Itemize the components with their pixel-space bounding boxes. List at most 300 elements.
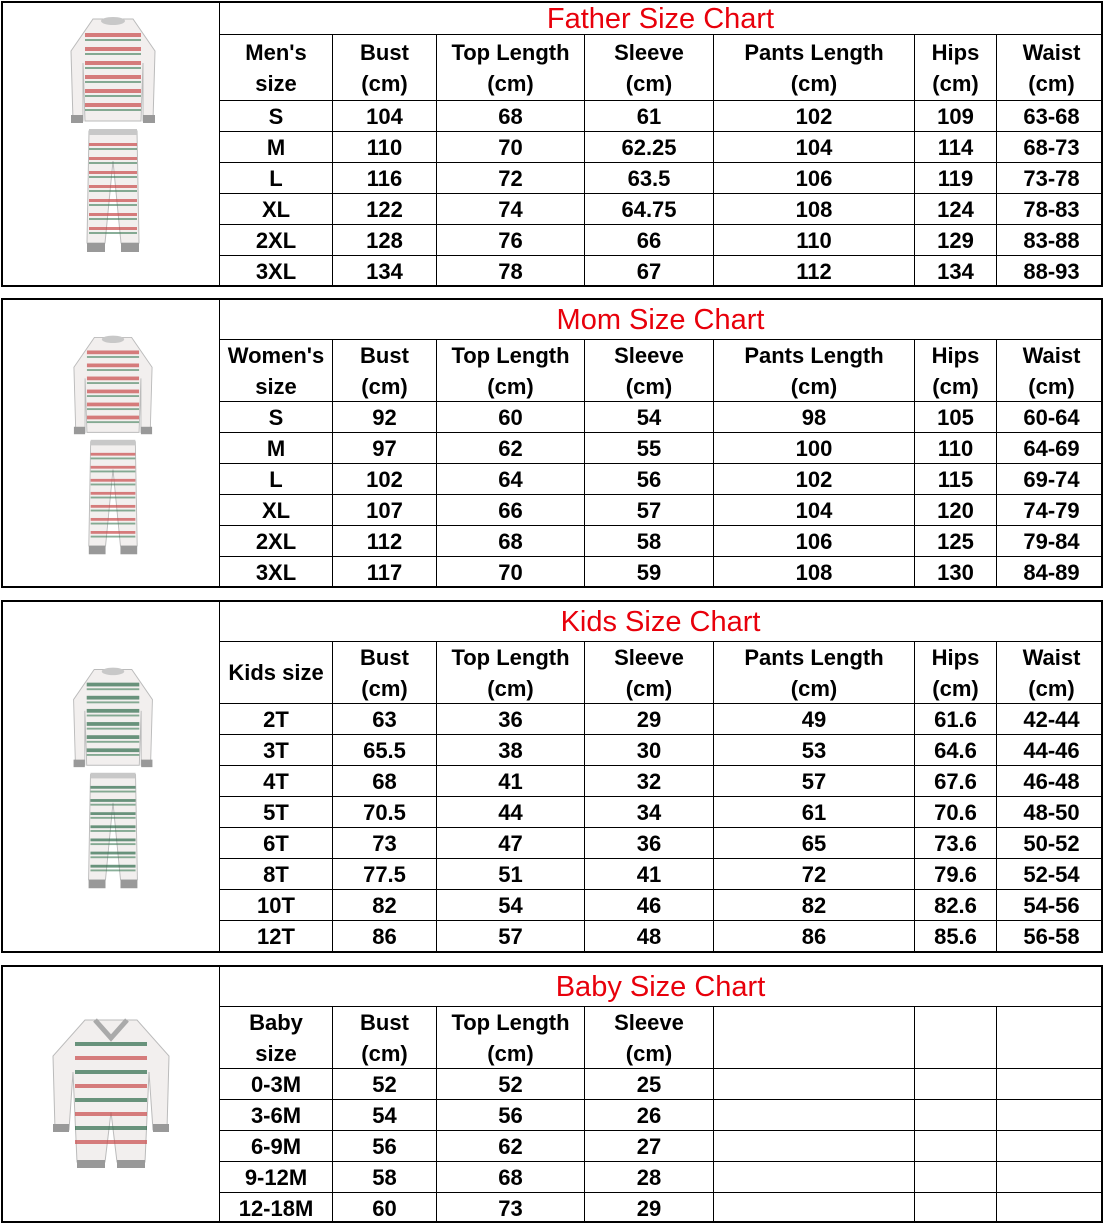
size-label-cell: M: [266, 435, 286, 461]
column-header: [713, 35, 914, 100]
measurement-cell: 82: [713, 890, 914, 920]
measurement-cell: 38: [436, 735, 584, 765]
measurement-cell: 129: [914, 225, 996, 255]
table-row: [220, 1162, 1101, 1193]
column-header-text: (cm): [932, 70, 979, 96]
size-label-cell: 3-6M: [250, 1102, 302, 1128]
column-header-text: Waist: [1022, 342, 1081, 368]
size-table: [220, 3, 1101, 285]
measurement-cell: 30: [584, 735, 713, 765]
size-label-cell: 3XL: [255, 258, 297, 284]
measurement-cell: [996, 1131, 1105, 1161]
measurement-cell: 42-44: [996, 704, 1105, 734]
chart-title: Kids Size Chart: [220, 602, 1101, 642]
column-header: [220, 642, 332, 703]
column-header-text: Sleeve: [614, 342, 684, 368]
column-header-text: (cm): [361, 675, 408, 701]
measurement-cell: 61.6: [914, 704, 996, 734]
measurement-cell: 36: [584, 828, 713, 858]
column-header: [914, 35, 996, 100]
column-header-text: size: [255, 70, 297, 96]
measurement-cell: 85.6: [914, 921, 996, 951]
column-header-text: (cm): [1028, 675, 1075, 701]
measurement-cell: 112: [713, 256, 914, 286]
column-header: [220, 340, 332, 401]
column-header-text: (cm): [487, 675, 534, 701]
measurement-cell: 107: [332, 495, 436, 525]
measurement-cell: 68: [436, 101, 584, 131]
measurement-cell: 109: [914, 101, 996, 131]
column-header-text: Bust: [360, 39, 409, 65]
column-header-text: (cm): [625, 675, 673, 701]
measurement-cell: 29: [584, 1193, 713, 1223]
size-chart-block: [1, 600, 1103, 953]
measurement-cell: 52: [332, 1069, 436, 1099]
measurement-cell: 57: [436, 921, 584, 951]
measurement-cell: 134: [332, 256, 436, 286]
size-label-cell: 3T: [263, 737, 289, 763]
table-header-row: [220, 1007, 1101, 1069]
product-image-cell: [3, 967, 220, 1221]
measurement-cell: 59: [584, 557, 713, 587]
column-header-text: Bust: [360, 644, 409, 670]
measurement-cell: 67: [584, 256, 713, 286]
product-image-cell: [3, 602, 220, 951]
size-label-cell: 3XL: [255, 559, 297, 585]
column-header-text: (cm): [487, 1040, 534, 1066]
measurement-cell: 82.6: [914, 890, 996, 920]
measurement-cell: 86: [713, 921, 914, 951]
measurement-cell: 76: [436, 225, 584, 255]
measurement-cell: 110: [332, 132, 436, 162]
table-row: [220, 194, 1101, 225]
measurement-cell: 73: [436, 1193, 584, 1223]
measurement-cell: 44-46: [996, 735, 1105, 765]
size-label-cell: 2XL: [255, 528, 297, 554]
measurement-cell: 100: [713, 433, 914, 463]
column-header: [713, 1007, 914, 1068]
size-label-cell: 4T: [263, 768, 289, 794]
measurement-cell: 106: [713, 526, 914, 556]
column-header: [584, 1007, 713, 1068]
measurement-cell: [713, 1131, 914, 1161]
measurement-cell: 105: [914, 402, 996, 432]
measurement-cell: 102: [713, 101, 914, 131]
measurement-cell: 68: [436, 526, 584, 556]
column-header-text: Women's: [227, 342, 325, 368]
measurement-cell: 66: [584, 225, 713, 255]
table-row: [220, 256, 1101, 286]
measurement-cell: [914, 1131, 996, 1161]
measurement-cell: 60: [436, 402, 584, 432]
size-label-cell: L: [269, 466, 283, 492]
table-row: [220, 495, 1101, 526]
size-label-cell: 2T: [263, 706, 289, 732]
measurement-cell: [713, 1193, 914, 1223]
measurement-cell: 78-83: [996, 194, 1105, 224]
measurement-cell: [996, 1069, 1105, 1099]
column-header-text: (cm): [790, 675, 838, 701]
table-row: [220, 132, 1101, 163]
column-header-text: Men's: [245, 39, 307, 65]
measurement-cell: 124: [914, 194, 996, 224]
measurement-cell: 84-89: [996, 557, 1105, 587]
measurement-cell: 64-69: [996, 433, 1105, 463]
measurement-cell: 73.6: [914, 828, 996, 858]
measurement-cell: 52: [436, 1069, 584, 1099]
measurement-cell: 70.5: [332, 797, 436, 827]
column-header: [584, 35, 713, 100]
measurement-cell: 69-74: [996, 464, 1105, 494]
measurement-cell: 70: [436, 132, 584, 162]
measurement-cell: 61: [584, 101, 713, 131]
pajama-set-icon: [65, 330, 161, 558]
size-chart-block: [1, 298, 1103, 588]
measurement-cell: 51: [436, 859, 584, 889]
table-header-row: [220, 642, 1101, 704]
table-row: [220, 1193, 1101, 1223]
measurement-cell: 34: [584, 797, 713, 827]
measurement-cell: [996, 1162, 1105, 1192]
measurement-cell: 64.75: [584, 194, 713, 224]
measurement-cell: [713, 1162, 914, 1192]
size-table: [220, 300, 1101, 586]
pajama-set-icon: [63, 11, 163, 256]
table-row: [220, 704, 1101, 735]
measurement-cell: 106: [713, 163, 914, 193]
column-header: [914, 340, 996, 401]
table-header-row: [220, 35, 1101, 101]
measurement-cell: 88-93: [996, 256, 1105, 286]
measurement-cell: 72: [436, 163, 584, 193]
measurement-cell: 41: [584, 859, 713, 889]
column-header-text: (cm): [487, 373, 534, 399]
measurement-cell: 26: [584, 1100, 713, 1130]
column-header: [436, 1007, 584, 1068]
product-image-cell: [3, 3, 220, 285]
measurement-cell: 54: [332, 1100, 436, 1130]
measurement-cell: 112: [332, 526, 436, 556]
measurement-cell: [914, 1069, 996, 1099]
measurement-cell: 130: [914, 557, 996, 587]
table-row: [220, 766, 1101, 797]
measurement-cell: 115: [914, 464, 996, 494]
column-header-text: Top Length: [451, 39, 570, 65]
measurement-cell: 70: [436, 557, 584, 587]
measurement-cell: 122: [332, 194, 436, 224]
measurement-cell: 77.5: [332, 859, 436, 889]
column-header: [713, 642, 914, 703]
column-header-text: Waist: [1022, 644, 1081, 670]
size-label-cell: M: [266, 134, 286, 160]
column-header-text: Hips: [931, 342, 980, 368]
table-row: [220, 1069, 1101, 1100]
column-header-text: Baby: [249, 1009, 303, 1035]
measurement-cell: 41: [436, 766, 584, 796]
measurement-cell: 63-68: [996, 101, 1105, 131]
size-label-cell: XL: [261, 497, 291, 523]
measurement-cell: 64.6: [914, 735, 996, 765]
measurement-cell: 102: [713, 464, 914, 494]
measurement-cell: 28: [584, 1162, 713, 1192]
measurement-cell: 68-73: [996, 132, 1105, 162]
measurement-cell: 79-84: [996, 526, 1105, 556]
column-header-text: (cm): [625, 1040, 673, 1066]
table-row: [220, 433, 1101, 464]
measurement-cell: 110: [713, 225, 914, 255]
table-row: [220, 526, 1101, 557]
measurement-cell: 104: [713, 495, 914, 525]
measurement-cell: 46-48: [996, 766, 1105, 796]
table-row: [220, 557, 1101, 587]
measurement-cell: 32: [584, 766, 713, 796]
measurement-cell: 83-88: [996, 225, 1105, 255]
measurement-cell: 66: [436, 495, 584, 525]
size-table: [220, 967, 1101, 1221]
measurement-cell: 108: [713, 194, 914, 224]
measurement-cell: 78: [436, 256, 584, 286]
column-header-text: size: [255, 373, 297, 399]
measurement-cell: 60-64: [996, 402, 1105, 432]
column-header: [332, 642, 436, 703]
column-header-text: (cm): [361, 1040, 408, 1066]
measurement-cell: 70.6: [914, 797, 996, 827]
measurement-cell: 58: [584, 526, 713, 556]
measurement-cell: 79.6: [914, 859, 996, 889]
table-row: [220, 735, 1101, 766]
table-header-row: [220, 340, 1101, 402]
measurement-cell: [713, 1100, 914, 1130]
measurement-cell: 57: [584, 495, 713, 525]
column-header-text: (cm): [361, 373, 408, 399]
measurement-cell: 48-50: [996, 797, 1105, 827]
measurement-cell: 74: [436, 194, 584, 224]
measurement-cell: 56: [584, 464, 713, 494]
baby-romper-icon: [45, 1012, 177, 1172]
column-header: [996, 1007, 1105, 1068]
column-header-text: Sleeve: [614, 1009, 684, 1035]
column-header: [436, 642, 584, 703]
measurement-cell: 48: [584, 921, 713, 951]
measurement-cell: 67.6: [914, 766, 996, 796]
pajama-set-icon: [55, 662, 171, 892]
column-header-text: Pants Length: [744, 39, 884, 65]
table-row: [220, 225, 1101, 256]
table-row: [220, 163, 1101, 194]
measurement-cell: 27: [584, 1131, 713, 1161]
measurement-cell: 125: [914, 526, 996, 556]
measurement-cell: 60: [332, 1193, 436, 1223]
column-header: [584, 642, 713, 703]
measurement-cell: 61: [713, 797, 914, 827]
column-header-text: Top Length: [451, 1009, 570, 1035]
measurement-cell: 104: [332, 101, 436, 131]
measurement-cell: 25: [584, 1069, 713, 1099]
measurement-cell: [996, 1100, 1105, 1130]
column-header-text: size: [255, 1040, 297, 1066]
measurement-cell: 63.5: [584, 163, 713, 193]
column-header: [584, 340, 713, 401]
column-header-text: (cm): [361, 70, 408, 96]
measurement-cell: 120: [914, 495, 996, 525]
measurement-cell: 72: [713, 859, 914, 889]
column-header-text: Top Length: [451, 644, 570, 670]
measurement-cell: 44: [436, 797, 584, 827]
measurement-cell: 53: [713, 735, 914, 765]
table-row: [220, 859, 1101, 890]
size-label-cell: 10T: [257, 892, 295, 918]
size-chart-block: [1, 1, 1103, 287]
column-header-text: (cm): [1028, 373, 1075, 399]
size-label-cell: 12T: [257, 923, 295, 949]
column-header: [332, 340, 436, 401]
size-label-cell: 5T: [263, 799, 289, 825]
measurement-cell: 128: [332, 225, 436, 255]
measurement-cell: 57: [713, 766, 914, 796]
measurement-cell: 74-79: [996, 495, 1105, 525]
column-header-text: Sleeve: [614, 39, 684, 65]
table-row: [220, 828, 1101, 859]
chart-title: Father Size Chart: [220, 3, 1101, 35]
column-header-text: Sleeve: [614, 644, 684, 670]
measurement-cell: 82: [332, 890, 436, 920]
column-header: [436, 35, 584, 100]
measurement-cell: 119: [914, 163, 996, 193]
measurement-cell: 56: [332, 1131, 436, 1161]
measurement-cell: 54-56: [996, 890, 1105, 920]
measurement-cell: 98: [713, 402, 914, 432]
measurement-cell: 46: [584, 890, 713, 920]
measurement-cell: [713, 1069, 914, 1099]
column-header: [996, 340, 1105, 401]
measurement-cell: 50-52: [996, 828, 1105, 858]
measurement-cell: 102: [332, 464, 436, 494]
chart-title: Baby Size Chart: [220, 967, 1101, 1007]
measurement-cell: 36: [436, 704, 584, 734]
size-label-cell: S: [268, 404, 284, 430]
column-header-text: Top Length: [451, 342, 570, 368]
measurement-cell: 56-58: [996, 921, 1105, 951]
table-row: [220, 890, 1101, 921]
column-header-text: (cm): [932, 675, 979, 701]
measurement-cell: 92: [332, 402, 436, 432]
column-header: [713, 340, 914, 401]
measurement-cell: 73-78: [996, 163, 1105, 193]
table-row: [220, 1131, 1101, 1162]
measurement-cell: 62: [436, 433, 584, 463]
measurement-cell: 97: [332, 433, 436, 463]
measurement-cell: 134: [914, 256, 996, 286]
measurement-cell: [914, 1162, 996, 1192]
measurement-cell: 114: [914, 132, 996, 162]
column-header: [996, 642, 1105, 703]
measurement-cell: 110: [914, 433, 996, 463]
measurement-cell: 104: [713, 132, 914, 162]
measurement-cell: 62.25: [584, 132, 713, 162]
column-header-text: Bust: [360, 1009, 409, 1035]
column-header-text: (cm): [625, 70, 673, 96]
column-header: [914, 1007, 996, 1068]
measurement-cell: [914, 1100, 996, 1130]
size-label-cell: S: [268, 103, 284, 129]
column-header: [996, 35, 1105, 100]
table-row: [220, 402, 1101, 433]
size-label-cell: L: [269, 165, 283, 191]
column-header-text: Bust: [360, 342, 409, 368]
size-chart-block: [1, 965, 1103, 1223]
measurement-cell: 62: [436, 1131, 584, 1161]
measurement-cell: 47: [436, 828, 584, 858]
size-label-cell: XL: [261, 196, 291, 222]
measurement-cell: 63: [332, 704, 436, 734]
measurement-cell: 52-54: [996, 859, 1105, 889]
size-label-cell: 9-12M: [244, 1164, 308, 1190]
measurement-cell: 73: [332, 828, 436, 858]
column-header-text: (cm): [932, 373, 979, 399]
table-row: [220, 797, 1101, 828]
column-header-text: (cm): [625, 373, 673, 399]
column-header: [332, 1007, 436, 1068]
measurement-cell: 116: [332, 163, 436, 193]
column-header: [220, 1007, 332, 1068]
measurement-cell: 65: [713, 828, 914, 858]
column-header-text: Hips: [931, 39, 980, 65]
measurement-cell: 65.5: [332, 735, 436, 765]
size-label-cell: 6-9M: [250, 1133, 302, 1159]
size-label-cell: 12-18M: [238, 1195, 314, 1221]
measurement-cell: 54: [436, 890, 584, 920]
chart-title: Mom Size Chart: [220, 300, 1101, 340]
table-row: [220, 464, 1101, 495]
measurement-cell: 54: [584, 402, 713, 432]
table-row: [220, 1100, 1101, 1131]
column-header-text: (cm): [1028, 70, 1075, 96]
column-header: [914, 642, 996, 703]
column-header-text: (cm): [790, 373, 838, 399]
measurement-cell: 68: [436, 1162, 584, 1192]
column-header-text: Pants Length: [744, 342, 884, 368]
table-row: [220, 101, 1101, 132]
measurement-cell: 55: [584, 433, 713, 463]
measurement-cell: 64: [436, 464, 584, 494]
column-header-text: Waist: [1022, 39, 1081, 65]
measurement-cell: 108: [713, 557, 914, 587]
column-header-text: (cm): [487, 70, 534, 96]
measurement-cell: [996, 1193, 1105, 1223]
measurement-cell: 117: [332, 557, 436, 587]
measurement-cell: 49: [713, 704, 914, 734]
column-header-text: Hips: [931, 644, 980, 670]
size-label-cell: 2XL: [255, 227, 297, 253]
measurement-cell: 56: [436, 1100, 584, 1130]
product-image-cell: [3, 300, 220, 586]
measurement-cell: 68: [332, 766, 436, 796]
column-header: [220, 35, 332, 100]
table-row: [220, 921, 1101, 951]
size-label-cell: 6T: [263, 830, 289, 856]
measurement-cell: 86: [332, 921, 436, 951]
column-header: [332, 35, 436, 100]
size-label-cell: 8T: [263, 861, 289, 887]
column-header-text: (cm): [790, 70, 838, 96]
size-table: [220, 602, 1101, 951]
column-header: [436, 340, 584, 401]
column-header-text: Pants Length: [744, 644, 884, 670]
measurement-cell: [914, 1193, 996, 1223]
measurement-cell: 29: [584, 704, 713, 734]
measurement-cell: 58: [332, 1162, 436, 1192]
column-header-text: Kids size: [228, 660, 324, 685]
